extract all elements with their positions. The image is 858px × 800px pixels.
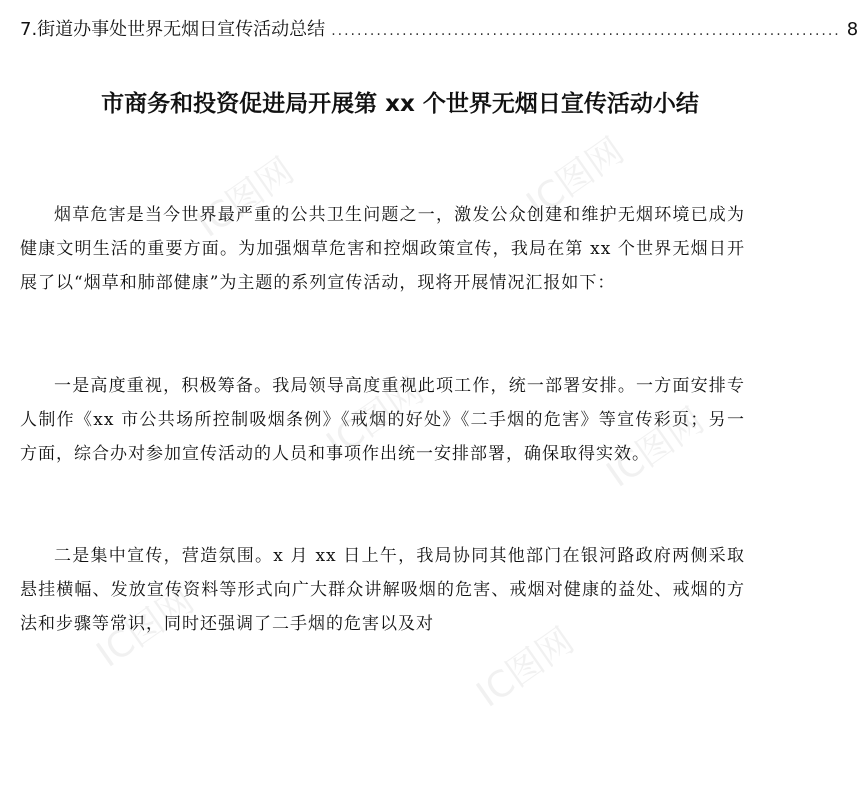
paragraph-publicity: 二是集中宣传，营造氛围。x 月 xx 日上午，我局协同其他部门在银河路政府两侧采取悬挂横幅、发放宣传资料等形式向广大群众讲解吸烟的危害、戒烟对健康的益处、戒烟的方法和步骤等常识，同时还强调了二手烟的危害以及对 [20,546,745,634]
watermark: IC图网 [189,150,302,246]
paragraph-intro: 烟草危害是当今世界最严重的公共卫生问题之一，激发公众创建和维护无烟环境已成为健康文明生活的重要方面。为加强烟草危害和控烟政策宣传，我局在第 xx 个世界无烟日开展了以“烟草和肺部健康”为主题的系列宣传活动，现将开展情况汇报如下： [20,205,745,293]
toc-page-number: 8 [846,19,858,40]
toc-entry[interactable] [20,14,858,46]
watermark: IC图网 [519,130,632,226]
document-title: 市商务和投资促进局开展第 xx 个世界无烟日宣传活动小结 [101,91,699,117]
toc-dot-leader: ............................................................................... [331,23,841,39]
toc-entry-label: 7.街道办事处世界无烟日宣传活动总结 [20,19,326,40]
watermark: IC图网 [89,580,202,676]
watermark: IC图网 [599,400,712,496]
watermark: IC图网 [319,370,432,466]
watermark: IC图网 [469,620,582,716]
paragraph-preparation: 一是高度重视，积极筹备。我局领导高度重视此项工作，统一部署安排。一方面安排专人制作《xx 市公共场所控制吸烟条例》《戒烟的好处》《二手烟的危害》等宣传彩页；另一方面，综合办对参加宣传活动的人员和事项作出统一安排部署，确保取得实效。 [20,376,745,464]
